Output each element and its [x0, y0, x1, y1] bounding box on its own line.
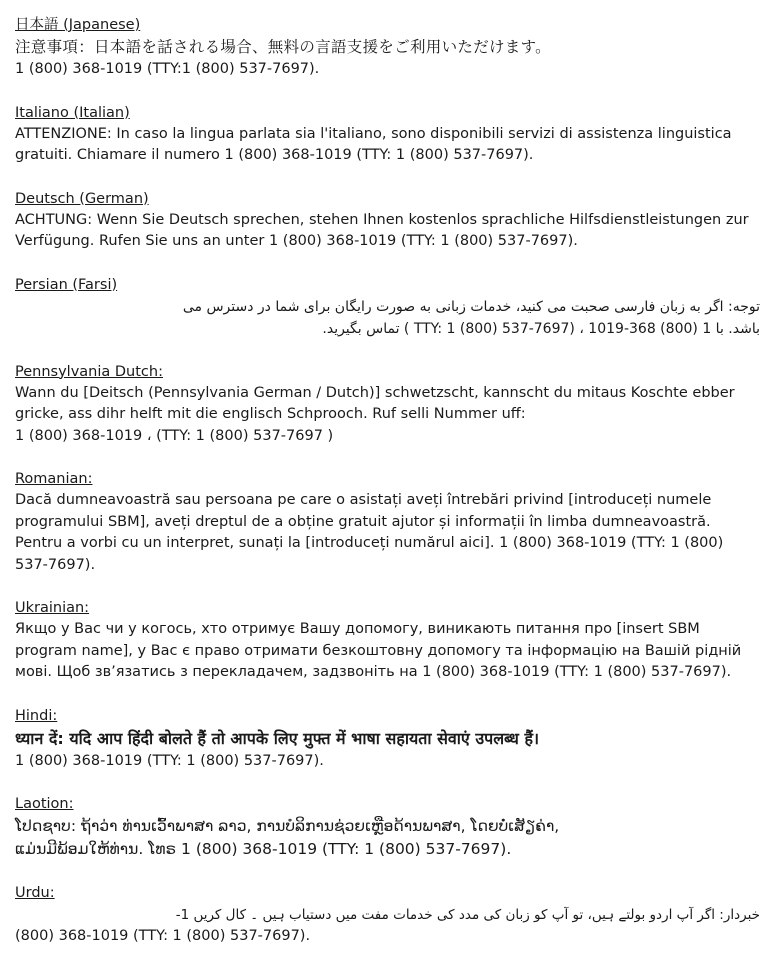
- heading-urdu: Urdu:: [15, 885, 55, 901]
- pennsylvania-dutch-phone: 1 (800) 368-1019 ، (TTY: 1 (800) 537-7697 ): [15, 427, 334, 444]
- section-italian: [15, 103, 760, 167]
- heading-hindi: Hindi:: [15, 707, 58, 724]
- lao-notice: ໂປດຊາບ: ຖ້າວ່າ ທ່ານເວົ້າພາສາ ລາວ, ການບໍລິການຊ່ວຍເຫຼືອດ້ານພາສາ, ໂດຍບໍ່ເສັຽຄ່າ,: [15, 817, 560, 835]
- heading-ukrainian: Ukrainian:: [15, 600, 90, 616]
- japanese-phone: 1 (800) 368-1019 (TTY:1 (800) 537-7697).: [15, 61, 320, 77]
- section-german: [15, 189, 760, 253]
- heading-german: Deutsch (German): [15, 190, 149, 207]
- heading-persian: Persian (Farsi): [15, 276, 118, 293]
- romanian-notice: Dacă dumneavoastră sau persoana pe care o asistați aveți întrebări privind [introduceți numele programului SBM], aveți dreptul de a obține gratuit ajutor și informații în limba dumneavoastră. Pentru a vorbi cu un interpret, sunați la [introduceți numărul aici]. 1 (800) 368-1019 (TTY: 1 (800) 537-7697).: [15, 492, 724, 573]
- german-notice: ACHTUNG: Wenn Sie Deutsch sprechen, stehen Ihnen kostenlos sprachliche Hilfsdienstleistungen zur Verfügung. Rufen Sie uns an unter 1 (800) 368-1019 (TTY: 1 (800) 537-7697).: [15, 211, 749, 249]
- section-japanese: [15, 15, 760, 81]
- language-assistance-notice: [15, 15, 760, 970]
- section-lao: [15, 794, 760, 861]
- section-romanian: [15, 469, 760, 576]
- lao-phone: ແມ່ນມີພ້ອມໃຫ້ທ່ານ. ໂທຣ 1 (800) 368-1019 (TTY: 1 (800) 537-7697).: [15, 840, 512, 858]
- section-hindi: [15, 706, 760, 773]
- heading-romanian: Romanian:: [15, 471, 93, 487]
- urdu-phone: (800) 368-1019 (TTY: 1 (800) 537-7697).: [15, 928, 311, 944]
- persian-notice: توجه: اگر به زبان فارسی صحبت می کنید، خدمات زبانی به صورت رایگان برای شما در دسترس می: [182, 298, 760, 315]
- urdu-notice: خبردار: اگر آپ اردو بولتے ہیں، تو آپ کو زبان کی مدد کی خدمات مفت میں دستیاب ہیں ۔ کال کریں 1-: [175, 907, 760, 923]
- hindi-phone: 1 (800) 368-1019 (TTY: 1 (800) 537-7697).: [15, 752, 324, 769]
- heading-pennsylvania-dutch: Pennsylvania Dutch:: [15, 363, 163, 380]
- persian-phone: باشد. با 1 (800) 368-1019 ، (TTY: 1 (800) 537-7697 ) تماس بگیرید.: [322, 320, 760, 337]
- heading-lao: Laotion:: [15, 796, 74, 812]
- pennsylvania-dutch-notice: Wann du [Deitsch (Pennsylvania German / Dutch)] schwetzscht, kannscht du mitaus Koschte ebber gricke, ass dihr helft mit die englisch Schprooch. Ruf selli Nummer uff:: [15, 384, 735, 422]
- section-ukrainian: [15, 598, 760, 684]
- heading-italian: Italiano (Italian): [15, 104, 130, 121]
- hindi-notice: ध्यान दें: यदि आप हिंदी बोलते हैं तो आपके लिए मुफ्त में भाषा सहायता सेवाएं उपलब्ध हैं।: [15, 728, 540, 748]
- section-urdu: [15, 883, 760, 948]
- italian-notice: ATTENZIONE: In caso la lingua parlata sia l'italiano, sono disponibili servizi di assistenza linguistica gratuiti. Chiamare il numero 1 (800) 368-1019 (TTY: 1 (800) 537-7697).: [15, 125, 732, 163]
- section-pennsylvania-dutch: [15, 362, 760, 448]
- section-persian: [15, 275, 760, 340]
- ukrainian-notice: Якщо у Вас чи у когось, хто отримує Вашу допомогу, виникають питання про [insert SBM program name], у Вас є право отримати безкоштовну допомогу та інформацію на Вашій рідній мові. Щоб зв’язатись з перекладачем, задзвоніть на 1 (800) 368-1019 (TTY: 1 (800) 537-7697).: [15, 621, 742, 680]
- heading-japanese: 日本語 (Japanese): [15, 17, 141, 33]
- japanese-notice: 注意事項：日本語を話される場合、無料の言語支援をご利用いただけます。: [15, 38, 551, 56]
